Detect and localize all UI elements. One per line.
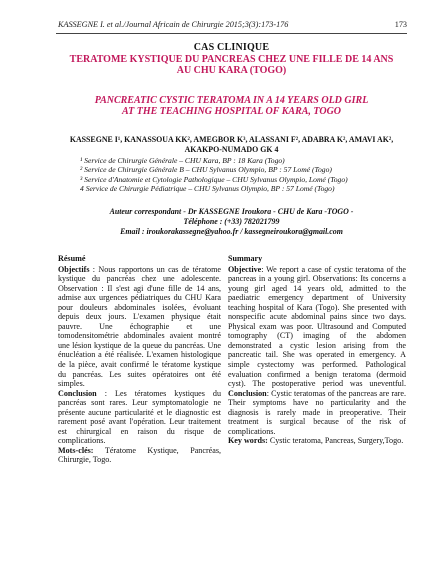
page-number: 173 — [394, 20, 407, 29]
resume-keywords — [58, 446, 221, 465]
affiliation-3: ³ Service d'Anatomie et Cytologie Pathologique – CHU Sylvanus Olympio, Lomé (Togo) — [80, 174, 348, 184]
corresponding-author: Auteur correspondant - Dr KASSEGNE Iroukora - CHU de Kara -TOGO - — [109, 207, 354, 216]
title-french-line-2: AU CHU KARA (TOGO) — [176, 65, 287, 77]
summary-objective — [228, 265, 406, 437]
conclusion-text-en: : Cystic teratomas of the pancreas are rare. Their symptoms have no particularity and the diagnosis is rarely made in preoperative. Their treatment is surgical because of the risk of complications. — [228, 388, 406, 436]
email: Email : iroukorakassegne@yahoo.fr / kassegneiroukora@gmail.com — [120, 227, 343, 236]
resume-column — [58, 254, 221, 465]
keywords-label-en: Key words: — [228, 436, 268, 446]
header-rule — [56, 33, 407, 34]
resume-heading: Résumé — [58, 254, 86, 263]
keywords-label-fr: Mots-clés: — [58, 445, 94, 455]
title-english-line-2: AT THE TEACHING HOSPITAL OF KARA, TOGO — [121, 106, 342, 118]
author-list — [56, 135, 407, 155]
affiliation-2: ² Service de Chirurgie Générale B – CHU Sylvanus Olympio, BP : 57 Lomé (Togo) — [80, 165, 332, 175]
conclusion-label-en: Conclusion — [228, 388, 267, 398]
affiliation-1: ¹ Service de Chirurgie Générale – CHU Kara, BP : 18 Kara (Togo) — [80, 156, 285, 165]
keywords-text-en: Cystic teratoma, Pancreas, Surgery,Togo. — [267, 436, 404, 446]
objective-text: : We report a case of cystic teratoma of the pancreas in a young girl. Observations: Its concerns a young girl aged 14 years old, admitted to the paediatric emergency department of University teaching hospital of Kara (Togo). She presented with nonspecific acute abdominal pains since two days. Physical exam was poor. Ultrasound and Computed tomography (CT) imaging of the abdomen demonstrated a cystic lesion arising from the pancreatic tail. She was operated in emergency. A simple cystectomy was performed. Pathological evaluation confirmed a benign teratoma (dermoid cyst). The postoperative period was uneventful. — [228, 264, 406, 389]
conclusion-label-fr: Conclusion — [58, 388, 97, 398]
title-english — [56, 95, 407, 118]
conclusion-text-fr: : Les tératomes kystiques du pancréas sont rares. Leur symptomatologie ne présente aucune particularité et le diagnostic est rarement posé avant l'opération. Leur traitement est chirurgical en raison du risque de complications. — [58, 388, 221, 446]
objective-label: Objective — [228, 264, 262, 274]
affiliations — [80, 156, 348, 193]
summary-heading: Summary — [228, 254, 263, 263]
title-french-line-1: TERATOME KYSTIQUE DU PANCREAS CHEZ UNE FILLE DE 14 ANS — [69, 54, 394, 65]
authors-line-1: KASSEGNE I¹, KANASSOUA KK², AMEGBOR K³, ALASSANI F², ADABRA K², AMAVI AK², — [69, 135, 394, 144]
objectifs-text: : Nous rapportons un cas de tératome kystique du pancréas chez une adolescente. Observation : Il s'est agi d'une fille de 14 ans, admise aux urgences pédiatriques du CHU Kara pour douleurs abdominales isolées, évoluant depuis deux jours. L'examen physique était pauvre. Une échographie et une tomodensitométrie abdominales avaient montré une lésion kystique de la queue du pancréas. Une énucléation a été réalisée. L'examen histologique de la pièce, avait confirmé le tératome kystique du pancréas. Les suites opératoires ont été simples. — [58, 264, 221, 389]
running-header: KASSEGNE I. et al./Journal Africain de Chirurgie 2015;3(3):173-176 — [58, 20, 289, 29]
objectifs-label: Objectifs — [58, 264, 90, 274]
section-label: CAS CLINIQUE — [193, 42, 270, 53]
correspondence — [56, 207, 407, 237]
affiliation-4: 4 Service de Chirurgie Pédiatrique – CHU Sylvanus Olympio, BP : 57 Lomé (Togo) — [80, 183, 335, 193]
title-french — [56, 54, 407, 77]
resume-objectifs — [58, 265, 221, 389]
keywords-text-fr: Tératome Kystique, Pancréas, Chirurgie, Togo. — [58, 445, 221, 465]
summary-keywords — [228, 436, 406, 446]
summary-column — [228, 254, 406, 446]
title-english-line-1: PANCREATIC CYSTIC TERATOMA IN A 14 YEARS OLD GIRL — [94, 95, 369, 106]
resume-conclusion — [58, 389, 221, 446]
telephone: Téléphone : (+33) 782021799 — [183, 217, 280, 226]
authors-line-2: AKAKPO-NUMADO GK 4 — [184, 145, 279, 154]
